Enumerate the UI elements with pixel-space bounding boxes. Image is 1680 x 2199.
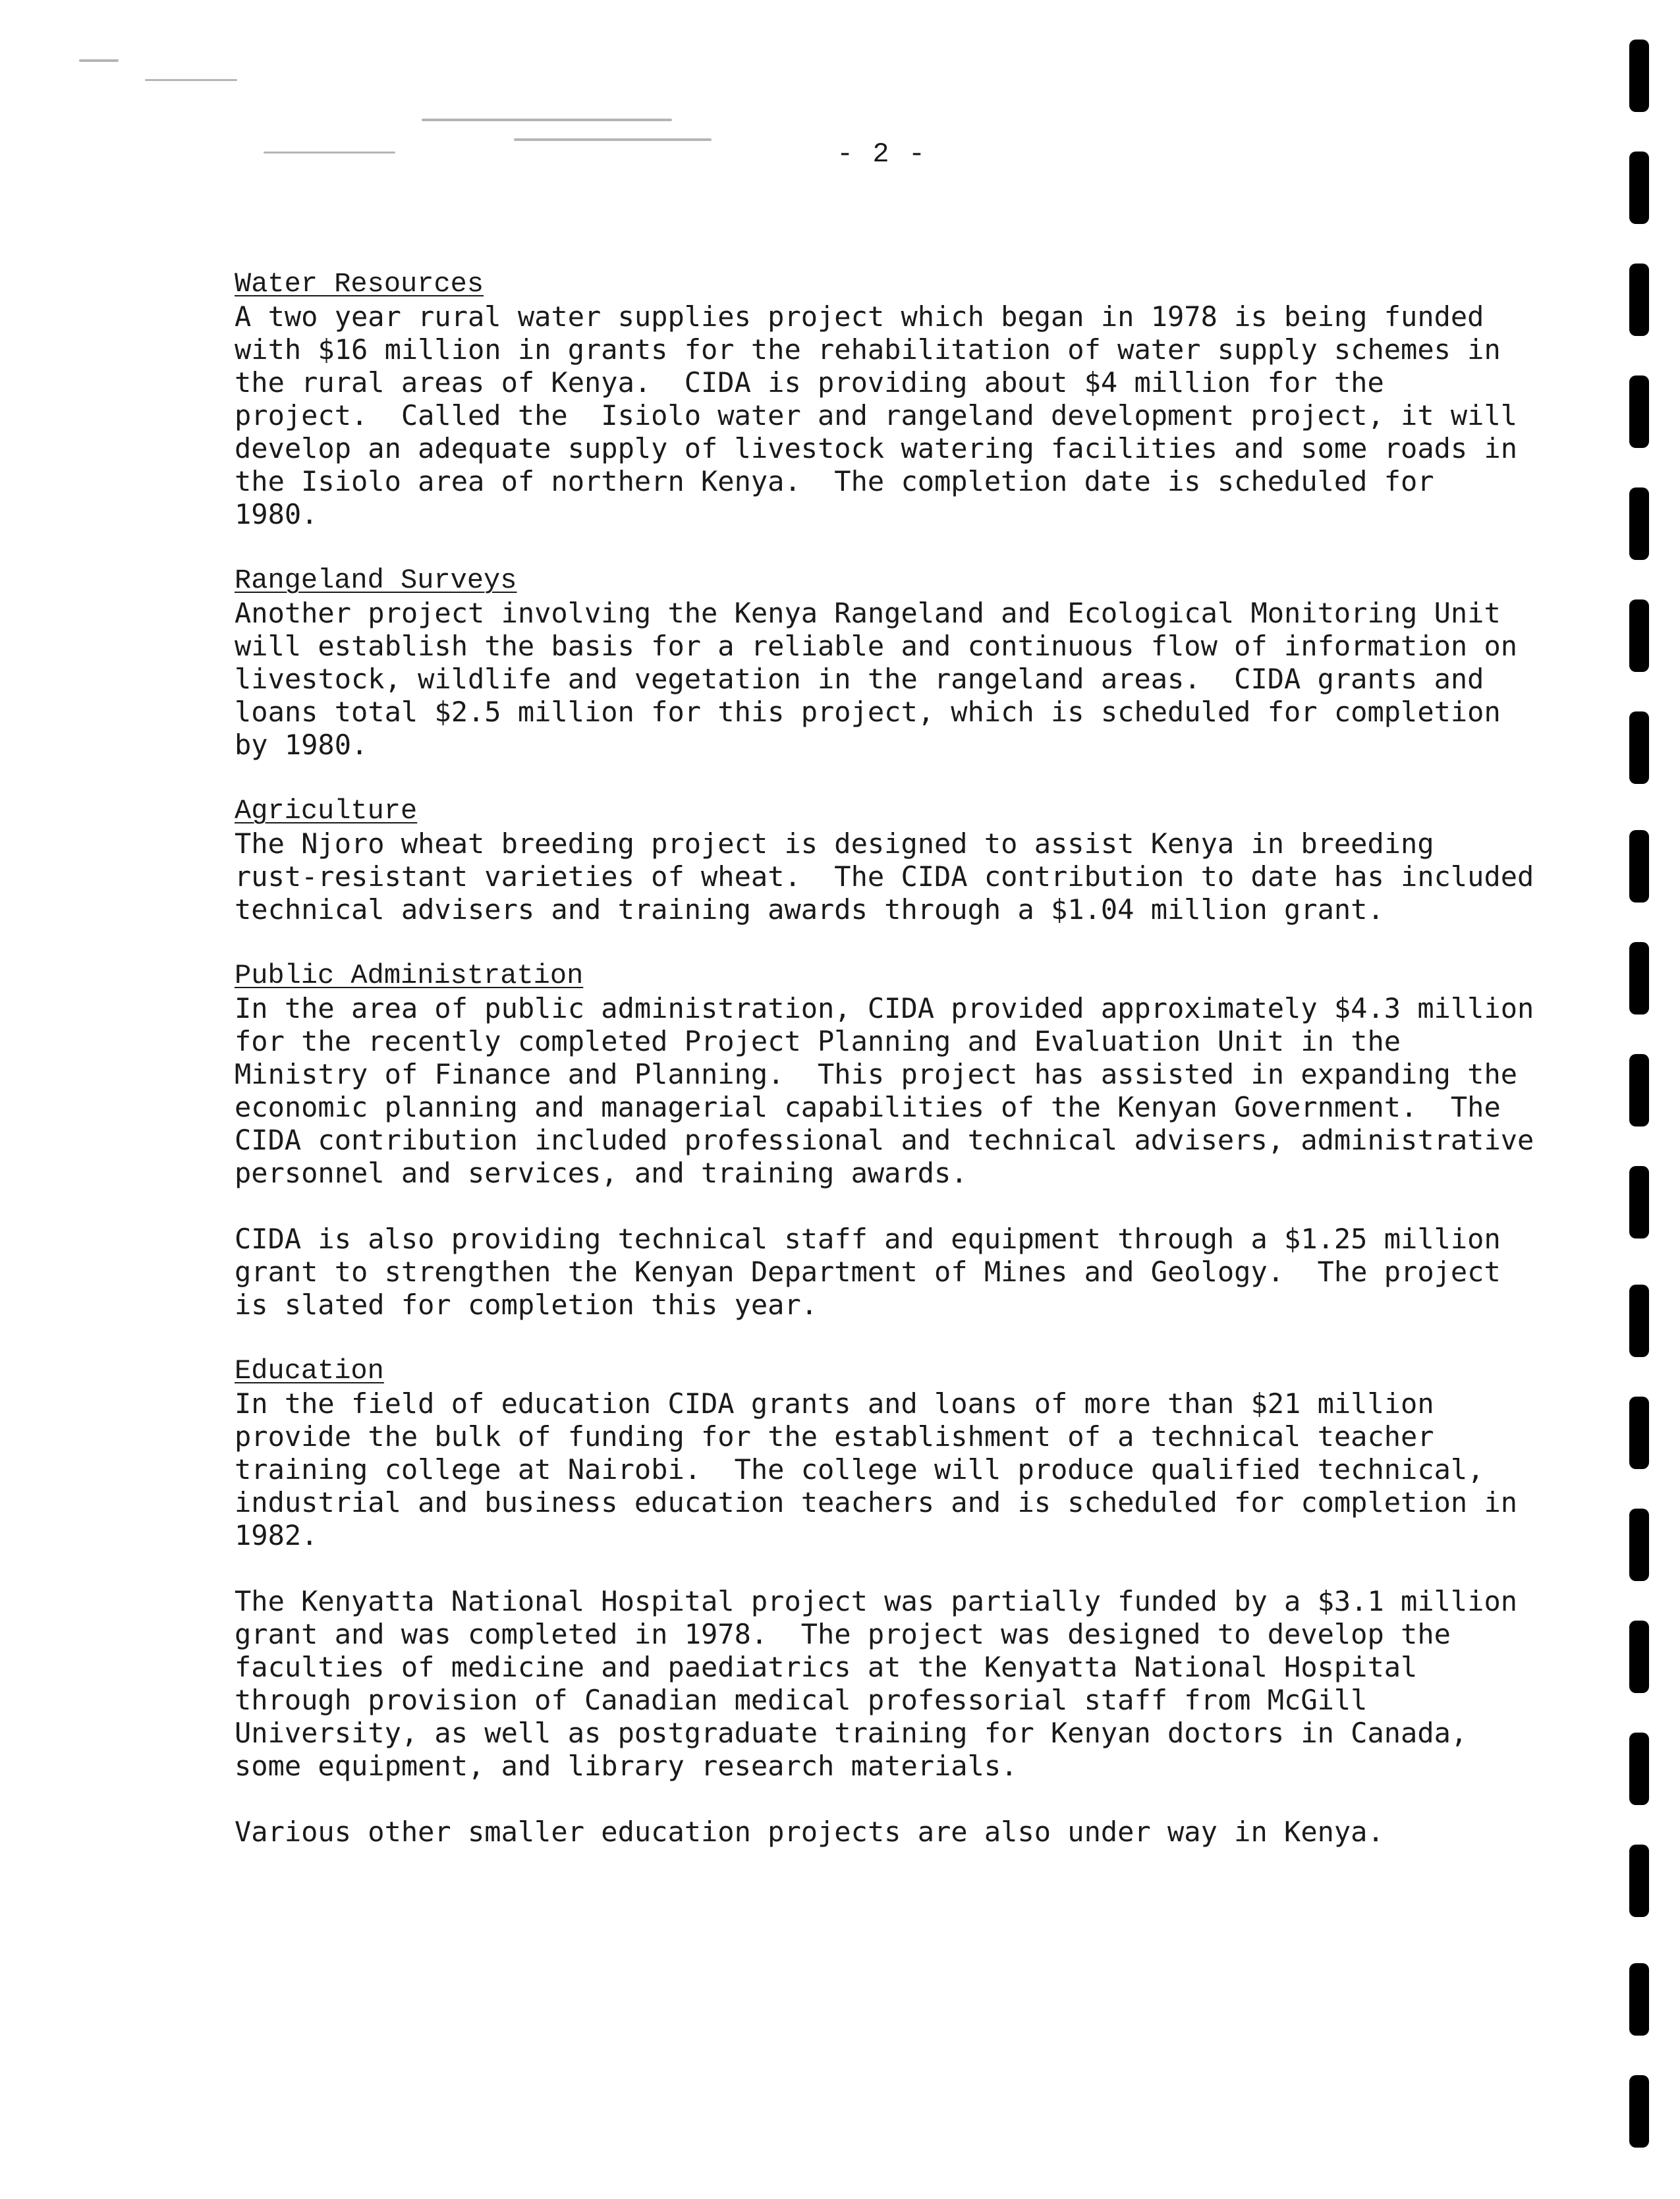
section-rangeland-surveys xyxy=(235,564,1539,762)
paragraph: Various other smaller education projects are also under way in Kenya. xyxy=(235,1816,1384,1848)
binding-mark xyxy=(1629,830,1649,903)
paragraph: CIDA is also providing technical staff and equipment through a $1.25 million grant to strengthen the Kenyan Department of Mines and Geology. The project is slated for completion this year. xyxy=(235,1223,1501,1321)
binding-mark xyxy=(1629,264,1649,336)
binding-mark xyxy=(1629,942,1649,1015)
binding-mark xyxy=(1629,1733,1649,1805)
binding-mark xyxy=(1629,40,1649,112)
paragraph: In the field of education CIDA grants and loans of more than $21 million provide the bulk of funding for the establishment of a technical teacher training college at Nairobi. The college will produce qualified technical, industrial and business education teachers and is scheduled for completion in 1982. xyxy=(235,1387,1518,1551)
paragraph: The Kenyatta National Hospital project was partially funded by a $3.1 million grant and was completed in 1978. The project was designed to develop the faculties of medicine and paediatrics at the Kenyatta National Hospital through provision of Canadian medical professorial staff from McGill University, as well as postgraduate training for Kenyan doctors in Canada, some equipment, and library research materials. xyxy=(235,1585,1518,1782)
binding-mark xyxy=(1629,1509,1649,1581)
binding-mark xyxy=(1629,2075,1649,2148)
binding-mark xyxy=(1629,1845,1649,1917)
binding-mark xyxy=(1629,599,1649,672)
scan-artifact xyxy=(422,119,672,121)
paragraph: Another project involving the Kenya Rangeland and Ecological Monitoring Unit will establish the basis for a reliable and continuous flow of information on livestock, wildlife and vegetation in the rangeland areas. CIDA grants and loans total $2.5 million for this project, which is scheduled for completion by 1980. xyxy=(235,597,1518,761)
binding-mark xyxy=(1629,1054,1649,1127)
paragraph: A two year rural water supplies project which began in 1978 is being funded with $16 million in grants for the rehabilitation of water supply schemes in the rural areas of Kenya. CIDA is providing about $4 million for the project. Called the Isiolo water and rangeland development project, it will develop an adequate supply of livestock watering facilities and some roads in the Isiolo area of northern Kenya. The completion date is scheduled for 1980. xyxy=(235,300,1518,530)
scan-artifact xyxy=(79,59,119,62)
section-agriculture xyxy=(235,794,1539,926)
section-education xyxy=(235,1354,1539,1849)
paragraph: In the area of public administration, CIDA provided approximately $4.3 million for the recently completed Project Planning and Evaluation Unit in the Ministry of Finance and Planning. This project has assisted in expanding the economic planning and managerial capabilities of the Kenyan Government. The CIDA contribution included professional and technical advisers, administrative personnel and services, and training awards. xyxy=(235,992,1534,1189)
section-heading: Agriculture xyxy=(235,795,418,827)
section-heading: Water Resources xyxy=(235,268,484,300)
section-water-resources xyxy=(235,267,1539,531)
binding-mark xyxy=(1629,1397,1649,1469)
section-heading: Rangeland Surveys xyxy=(235,565,517,596)
binding-mark xyxy=(1629,711,1649,784)
binding-mark xyxy=(1629,1963,1649,2036)
document-body xyxy=(235,267,1539,1849)
section-heading: Education xyxy=(235,1355,384,1387)
scan-artifact xyxy=(514,138,712,141)
scan-artifact xyxy=(264,152,395,153)
scan-artifact xyxy=(145,79,237,81)
section-public-administration xyxy=(235,959,1539,1322)
binding-mark xyxy=(1629,376,1649,448)
page-number: - 2 - xyxy=(837,138,927,170)
paragraph: The Njoro wheat breeding project is designed to assist Kenya in breeding rust-resistant varieties of wheat. The CIDA contribution to date has included technical advisers and training awards through a $1.04 million grant. xyxy=(235,827,1534,926)
binding-mark xyxy=(1629,487,1649,560)
binding-mark xyxy=(1629,1285,1649,1357)
binding-mark xyxy=(1629,152,1649,224)
binding-mark xyxy=(1629,1166,1649,1239)
section-heading: Public Administration xyxy=(235,960,584,991)
binding-mark xyxy=(1629,1621,1649,1693)
